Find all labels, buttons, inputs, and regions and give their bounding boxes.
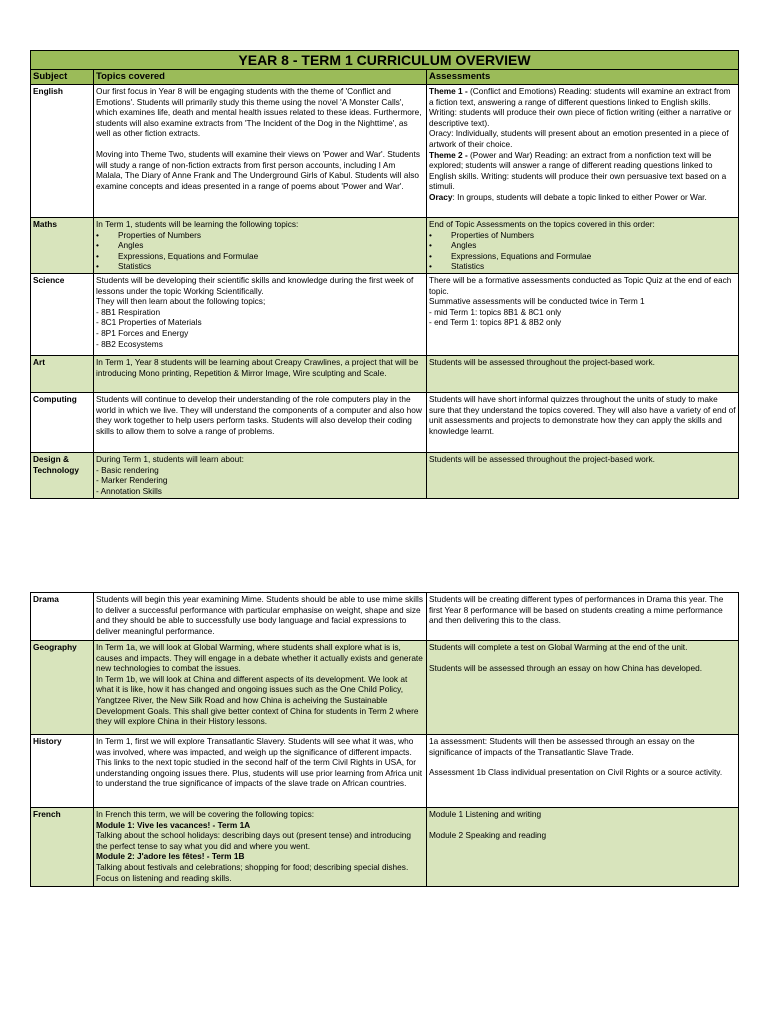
list-item: • Statistics — [429, 261, 736, 272]
french-module2-title-text: Module 2: J'adore les fêtes! - Term 1B — [96, 851, 245, 862]
french-assess-p2: Module 2 Speaking and reading — [429, 829, 547, 840]
french-module1-title-text: Module 1: Vive les vacances! - Term 1A — [96, 819, 251, 830]
subject-history: History — [31, 735, 94, 808]
maths-topics-intro: In Term 1, students will be learning the following topics: — [96, 219, 299, 229]
maths-assess-list — [429, 230, 736, 272]
geography-assess-p1: Students will complete a test on Global Warming at the end of the unit. — [429, 642, 688, 652]
list-item: - mid Term 1: topics 8B1 & 8C1 only — [429, 306, 562, 317]
english-theme2-text: (Power and War) Reading: an extract from a nonfiction text will be explored; students will answer a range of different reading questions linked to English skills. Writing: students will produce their own persuasive text based on a stimuli. — [429, 149, 727, 192]
list-item: - Marker Rendering — [96, 475, 168, 486]
english-theme2-label: Theme 2 - — [429, 149, 471, 160]
english-oracy2 — [429, 192, 736, 203]
assess-computing: Students will have short informal quizzes throughout the units of study to make sure that they understand the topics covered. They will also have a variety of end of unit assessments and projects to demonstrate how they can apply the skills and knowledge learnt. — [427, 393, 739, 453]
assess-french — [427, 808, 739, 887]
list-item: • Angles — [429, 240, 736, 251]
header-assessments: Assessments — [427, 70, 739, 85]
subject-art: Art — [31, 356, 94, 393]
curriculum-table-part1 — [30, 50, 739, 499]
geography-topics-p1: In Term 1a, we will look at Global Warming, where students shall explore what is is, causes and impacts. They will engage in a debate whether it actually exists and generate new technologies to combat the issues. — [96, 642, 423, 674]
assess-art: Students will be assessed throughout the project-based work. — [427, 356, 739, 393]
history-assess-p1: 1a assessment: Students will then be assessed through an essay on the significance of impacts of the Transatlantic Slave Trade. — [429, 736, 695, 757]
english-theme1-label: Theme 1 - — [429, 86, 471, 96]
list-item: • Expressions, Equations and Formulae — [96, 251, 424, 262]
topics-drama: Students will begin this year examining Mime. Students should be able to use mime skills to deliver a successful performance with particular emphasise on weight, shape and size and they should be able to successfully use body language and facial expressions to deliver meaningful performance. — [94, 593, 427, 641]
list-item: • Expressions, Equations and Formulae — [429, 251, 736, 262]
list-item: - 8C1 Properties of Materials — [96, 317, 202, 328]
subject-maths: Maths — [31, 218, 94, 274]
subject-geography: Geography — [31, 641, 94, 735]
subject-design-technology: Design & Technology — [31, 453, 94, 499]
list-item: - Basic rendering — [96, 464, 159, 475]
assess-design-technology: Students will be assessed throughout the project-based work. — [427, 453, 739, 499]
row-science — [31, 274, 739, 356]
english-topics-p2: Moving into Theme Two, students will examine their views on 'Power and War'. Students will study a range of non-fiction extracts from first person accounts, including I Am Malala, The Diary of Anne Frank and The Underground Girls of Kabul. Students will also examine concepts and ideas presented in a range of poems about 'Power and War'. — [96, 148, 420, 191]
subject-drama: Drama — [31, 593, 94, 641]
row-computing — [31, 393, 739, 453]
geography-topics-p2: In Term 1b, we will look at China and different aspects of its development. We look at what it is like, how it has changed and ongoing issues such as the One Child Policy, Yangtzee River, the New Silk Road and how China is acheiving the Sustainable Development Goals. This shall give better context of China for students in Term 2 where they will explore China in their History lessons. — [96, 673, 419, 727]
english-theme2 — [429, 150, 736, 192]
french-module1-title — [96, 820, 424, 831]
row-maths — [31, 218, 739, 274]
subject-science: Science — [31, 274, 94, 356]
list-item: - Annotation Skills — [96, 485, 162, 496]
page-title: YEAR 8 - TERM 1 CURRICULUM OVERVIEW — [31, 51, 739, 70]
assess-maths — [427, 218, 739, 274]
assess-science — [427, 274, 739, 356]
english-theme1 — [429, 86, 736, 128]
row-drama — [31, 593, 739, 641]
geography-assess-p2: Students will be assessed through an essay on how China has developed. — [429, 662, 703, 673]
english-oracy2-label: Oracy — [429, 191, 453, 202]
topics-french — [94, 808, 427, 887]
header-subject: Subject — [31, 70, 94, 85]
science-assess-p2: Summative assessments will be conducted twice in Term 1 — [429, 296, 645, 307]
maths-topics-list — [96, 230, 424, 272]
topics-geography — [94, 641, 427, 735]
row-history — [31, 735, 739, 808]
assess-history — [427, 735, 739, 808]
curriculum-table-part2 — [30, 592, 739, 887]
french-module2-title — [96, 851, 424, 862]
subject-english: English — [31, 85, 94, 218]
subject-computing: Computing — [31, 393, 94, 453]
english-oracy1: Oracy: Individually, students will present about an emotion presented in a piece of artwork of their choice. — [429, 128, 729, 149]
list-item: - end Term 1: topics 8P1 & 8B2 only — [429, 317, 562, 328]
list-item: - 8P1 Forces and Energy — [96, 327, 189, 338]
assess-english — [427, 85, 739, 218]
assess-drama: Students will be creating different types of performances in Drama this year. The first Year 8 performance will be based on students creating a mime performance and then delivering this to the class. — [427, 593, 739, 641]
list-item: • Angles — [96, 240, 424, 251]
topics-design-technology — [94, 453, 427, 499]
header-topics: Topics covered — [94, 70, 427, 85]
assess-geography — [427, 641, 739, 735]
science-topics-p1: Students will be developing their scientific skills and knowledge during the first week of lessons under the topic Working Scientifically. — [96, 275, 414, 296]
french-assess-p1: Module 1 Listening and writing — [429, 809, 542, 819]
row-french — [31, 808, 739, 887]
english-oracy2-text: : In groups, students will debate a topic linked to either Power or War. — [452, 191, 707, 202]
topics-science — [94, 274, 427, 356]
list-item: - 8B2 Ecosystems — [96, 338, 163, 349]
history-assess-p2: Assessment 1b Class individual presentation on Civil Rights or a source activity. — [429, 767, 723, 778]
french-module1-text: Talking about the school holidays: describing days out (present tense) and introducing the perfect tense to say what you did and where you went. — [96, 830, 412, 851]
list-item: • Statistics — [96, 261, 424, 272]
list-item: - 8B1 Respiration — [96, 306, 161, 317]
topics-maths — [94, 218, 427, 274]
row-design-technology — [31, 453, 739, 499]
science-assess-p1: There will be a formative assessments conducted as Topic Quiz at the end of each topic. — [429, 275, 732, 296]
header-row — [31, 70, 739, 85]
topics-computing: Students will continue to develop their understanding of the role computers play in the world in which we live. They will understand the components of a computer and also how they work together to help users perform tasks. Students will also develop their coding skills to allow them to solve a range of problems. — [94, 393, 427, 453]
french-topics-intro: In French this term, we will be covering the following topics: — [96, 809, 315, 819]
row-english — [31, 85, 739, 218]
topics-history: In Term 1, first we will explore Transatlantic Slavery. Students will see what it was, who was involved, where was impacted, and weigh up the significance of different impacts. This links to the next topic studied in the second half of the term Civil Rights in USA, for understanding ongoing issues there. Plus, students will use prior learning from Africa unit to understand the true significance of impacts of the slave trade on African countries. — [94, 735, 427, 808]
english-topics-p1: Our first focus in Year 8 will be engaging students with the theme of 'Conflict and Emotions'. Students will primarily study this theme using the novel 'A Monster Calls', which examines life, death and mental health issues related to these ideas. Furthermore, students will also examine extracts from 'The Incident of the Dog in the Nighttime', as well as other fiction extracts. — [96, 86, 422, 139]
row-art — [31, 356, 739, 393]
list-item: • Properties of Numbers — [96, 230, 424, 241]
english-theme1-text: (Conflict and Emotions) Reading: students will examine an extract from a fiction text, answering a range of different questions linked to English skills. Writing: students will produce their own piece of fiction writing (either a narrative or descriptive text). — [429, 86, 732, 128]
maths-assess-intro: End of Topic Assessments on the topics covered in this order: — [429, 219, 655, 229]
science-topics-p2: They will then learn about the following topics; — [96, 296, 266, 307]
topics-english — [94, 85, 427, 218]
row-geography — [31, 641, 739, 735]
list-item: • Properties of Numbers — [429, 230, 736, 241]
topics-art: In Term 1, Year 8 students will be learning about Creapy Crawlines, a project that will be introducing Mono printing, Repetition & Mirror Image, Wire sculpting and Scale. — [94, 356, 427, 393]
subject-french: French — [31, 808, 94, 887]
french-module2-text: Talking about festivals and celebrations; shopping for food; describing special dishes. Focus on listening and reading skills. — [96, 861, 409, 883]
dt-topics-intro: During Term 1, students will learn about: — [96, 454, 244, 464]
